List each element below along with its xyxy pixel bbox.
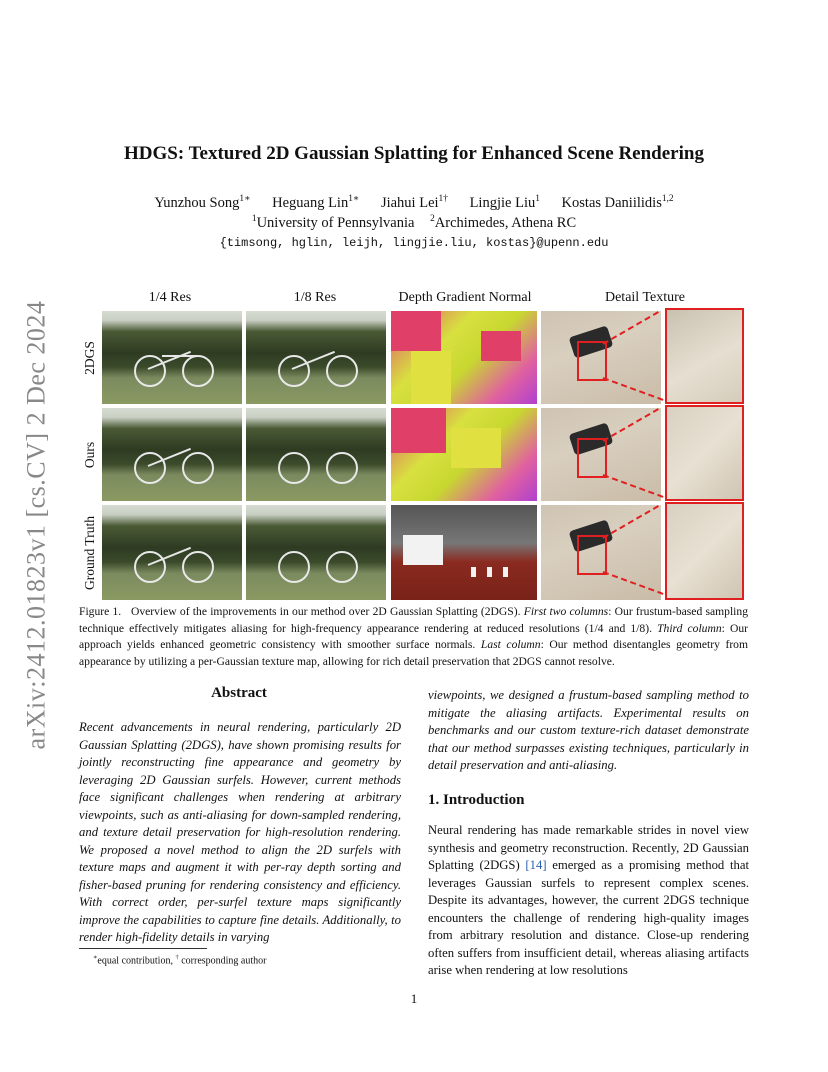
author: Lingjie Liu$^1$ <box>469 194 540 211</box>
author-list <box>0 193 828 212</box>
author-emails: {timsong, hglin, leijh, lingjie.liu, kostas}@upenn.edu <box>219 236 609 250</box>
paper-title: HDGS: Textured 2D Gaussian Splatting for Enhanced Scene Rendering <box>124 143 704 164</box>
zoomed-texture <box>665 405 744 501</box>
depth-normal-image <box>391 311 537 404</box>
bicycle-image <box>246 408 386 501</box>
abstract-heading: Abstract <box>211 685 267 701</box>
texture-image <box>541 311 661 404</box>
citation-link[interactable]: [14] <box>525 858 547 872</box>
introduction-body: Neural rendering has made remarkable strides in novel view synthesis and geometry reconstruction. Recently, 2D Gaussian Splatting (2DGS) [14] emerged as a promising method that leverages Gaussian surfels to represent complex scenes. Despite its advantages, however, the current 2DGS technique encounters the challenge of rendering high-quality images from arbitrary resolution and distance. Close-up rendering often suffers from insufficient detail, whereas aliasing artifacts arise when rendering at low resolutions <box>428 823 749 977</box>
row-label: Ground Truth <box>82 515 97 590</box>
figure-caption: Figure 1. Overview of the improvements in our method over 2D Gaussian Splatting (2DGS). First two columns: Our frustum-based sampling technique effectively mitigates aliasing for high-frequency appearance rendering at reduced resolutions (1/4 and 1/8). Third column: Our approach yields enhanced geometric consistency with smoother surface normals. Last column: Our method disentangles geometry from appearance by utilizing a per-Gaussian texture map, allowing for rich detail preservation that 2DGS cannot resolve. <box>79 605 749 668</box>
bicycle-image <box>102 311 242 404</box>
page-number: 1 <box>410 991 418 1006</box>
author: Heguang Lin$^{1∗}$ <box>272 194 360 211</box>
bicycle-image <box>246 505 386 600</box>
arxiv-id: arXiv:2412.01823v1 [cs.CV] 2 Dec 2024 <box>21 300 50 750</box>
abstract-continued: viewpoints, we designed a frustum-based sampling method to mitigate the aliasing artifacts. Experimental results on benchmarks and our custom texture-rich dataset demonstrate that our method surpasses existing techniques, particularly in detail preservation and anti-aliasing. <box>428 688 749 772</box>
bicycle-image <box>102 408 242 501</box>
row-label: Ours <box>82 441 97 468</box>
footnote: ∗equal contribution, † corresponding author <box>93 954 267 967</box>
author: Jiahui Lei$^{1\dagger}$ <box>380 194 448 211</box>
column-header: Detail Texture <box>604 290 685 305</box>
affiliation-list <box>0 214 828 232</box>
affiliation: $^2$Archimedes, Athena RC <box>430 214 577 231</box>
arxiv-stamp <box>16 290 56 760</box>
footnote-rule <box>79 948 207 949</box>
column-header: Depth Gradient Normal <box>398 290 532 305</box>
bicycle-image <box>246 311 386 404</box>
texture-image <box>541 408 661 501</box>
author: Yunzhou Song$^{1∗}$ <box>154 194 251 211</box>
column-header: 1/8 Res <box>293 290 337 305</box>
abstract-body: Recent advancements in neural rendering, particularly 2D Gaussian Splatting (2DGS), have shown promising results for jointly reconstructing fine appearance and geometry by leveraging 2D Gaussian surfels. However, current methods face significant challenges when rendering at arbitrary viewpoints, such as anti-aliasing for down-sampled rendering, and texture detail preservation for high-resolution rendering. We proposed a novel method to align the 2D surfels with texture maps and augment it with per-ray depth sorting and fisher-based pruning for rendering consistency and efficiency. With correct order, per-surfel texture maps significantly improve the capabilities to capture fine details. Additionally, to render high-fidelity details in varying <box>79 720 401 944</box>
section-heading: 1. Introduction <box>428 792 525 808</box>
column-header: 1/4 Res <box>148 290 192 305</box>
affiliation: $^1$University of Pennsylvania <box>251 214 415 231</box>
depth-normal-image <box>391 408 537 501</box>
zoomed-texture <box>665 502 744 600</box>
author: Kostas Daniilidis$^{1,2}$ <box>561 194 674 211</box>
zoomed-texture <box>665 308 744 404</box>
row-label: 2DGS <box>82 340 98 375</box>
ground-truth-house-image <box>391 505 537 600</box>
bicycle-image <box>102 505 242 600</box>
